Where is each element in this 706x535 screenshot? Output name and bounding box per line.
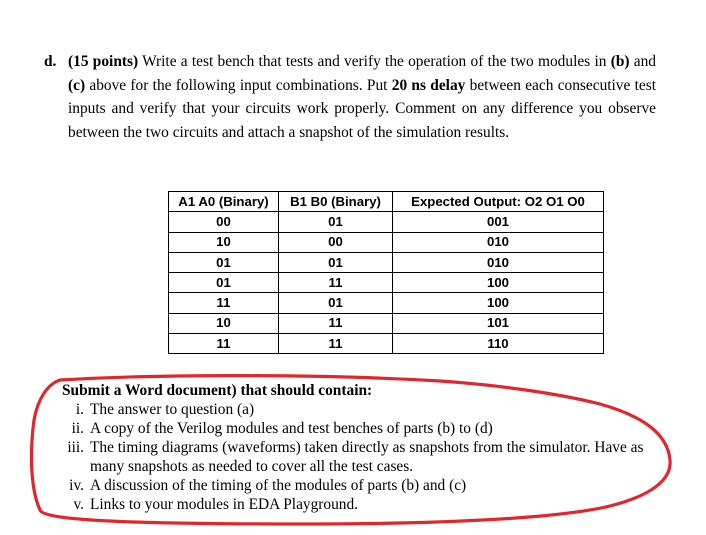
list-item [62,495,662,514]
cell-b-value: 11 [279,273,393,293]
question-text-4: between each consecutive test inputs and verify that your circuits work properly. Comment on any difference you observe between the two circuits and attach a snapshot of the simulation results. [68,76,657,141]
list-item [62,400,662,419]
cell-output-value: 010 [393,232,604,252]
header-b-inputs: B1 B0 (Binary) [279,192,393,212]
table-row [169,293,604,313]
question-body [68,50,656,144]
question-text-2: and [629,53,656,70]
question-ref-c: (c) [68,76,86,94]
question-label: d. [44,53,57,70]
list-item [62,438,662,476]
cell-b-value: 00 [279,232,393,252]
table-row [169,334,604,354]
truth-table [168,191,604,354]
submission-requirements [62,381,662,514]
cell-a-value: 10 [169,313,279,333]
list-item-number: iv. [69,477,84,494]
cell-output-value: 010 [393,252,604,272]
question-paragraph [44,50,657,141]
table-header-row [169,192,604,212]
question-text-1: Write a test bench that tests and verify the operation of the two modules in [138,53,611,70]
cell-a-value: 11 [169,334,279,354]
cell-output-value: 001 [393,212,604,232]
cell-b-value: 11 [279,313,393,333]
header-expected-output: Expected Output: O2 O1 O0 [393,192,604,212]
cell-output-value: 100 [393,273,604,293]
list-item [62,419,662,438]
table-row [169,212,604,232]
cell-a-value: 01 [169,273,279,293]
question-delay: 20 ns delay [391,76,466,94]
header-a-inputs: A1 A0 (Binary) [169,192,279,212]
submission-list [62,400,662,514]
cell-output-value: 100 [393,293,604,313]
list-item-number: v. [73,496,84,513]
question-points: (15 points) [68,53,139,70]
cell-b-value: 01 [279,293,393,313]
list-item-text: The answer to question (a) [90,401,255,418]
cell-b-value: 01 [279,212,393,232]
cell-b-value: 01 [279,252,393,272]
cell-a-value: 00 [169,212,279,232]
cell-b-value: 11 [279,334,393,354]
list-item-number: i. [75,401,84,418]
list-item-text: A discussion of the timing of the modules of parts (b) and (c) [90,477,467,494]
table-row [169,273,604,293]
list-item-number: ii. [71,420,84,437]
question-ref-b: (b) [610,53,630,70]
list-item-text: A copy of the Verilog modules and test benches of parts (b) to (d) [90,420,493,437]
table-body [169,212,604,354]
table-row [169,252,604,272]
list-item-text: The timing diagrams (waveforms) taken directly as snapshots from the simulator. Have as many snapshots as needed to cover all the test cases. [90,439,644,475]
cell-a-value: 11 [169,293,279,313]
list-item [62,476,662,495]
table-row [169,313,604,333]
table-row [169,232,604,252]
submission-heading: Submit a Word document) that should contain: [62,382,373,399]
question-text-3: above for the following input combinations. Put [85,76,392,94]
cell-output-value: 101 [393,313,604,333]
list-item-text: Links to your modules in EDA Playground. [90,496,359,513]
cell-output-value: 110 [393,334,604,354]
cell-a-value: 10 [169,232,279,252]
cell-a-value: 01 [169,252,279,272]
list-item-number: iii. [67,439,84,456]
